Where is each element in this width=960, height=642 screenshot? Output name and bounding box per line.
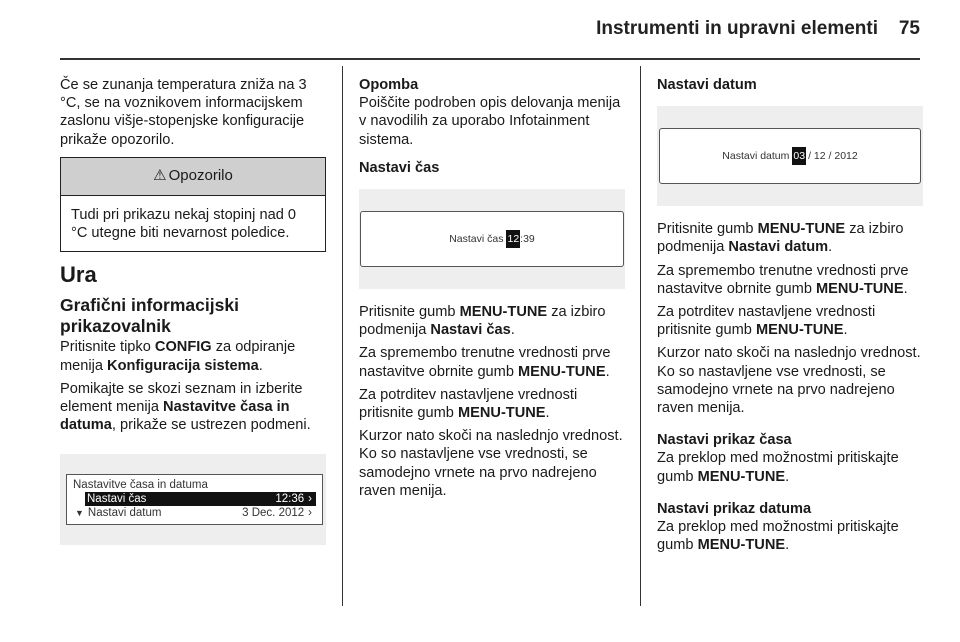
submenu-name: Nastavi datum <box>728 239 829 256</box>
config-key: CONFIG <box>154 339 212 356</box>
warning-header <box>61 158 325 196</box>
selected-value: 12 <box>506 230 520 248</box>
knob-name: MENU-TUNE <box>697 537 786 554</box>
menu-row-label: Nastavi datum <box>87 507 162 520</box>
header-rule <box>60 58 920 60</box>
knob-name: MENU-TUNE <box>757 221 846 238</box>
chevron-right-icon: › <box>308 507 312 520</box>
set-time-heading: Nastavi čas <box>359 159 440 176</box>
column-divider <box>342 66 343 606</box>
date-display-heading: Nastavi prikaz datuma <box>657 500 812 517</box>
knob-name: MENU-TUNE <box>697 468 786 485</box>
menu-screen <box>66 474 323 525</box>
cursor-paragraph: Kurzor nato skoči na naslednjo vrednost. Ko so nastavljene vse vrednosti, se samodejno vrnete na prvo nadrejeno raven menija. <box>359 428 623 499</box>
knob-name: MENU-TUNE <box>518 363 606 380</box>
page-number: 75 <box>898 18 920 39</box>
menu-row-value: 3 Dec. 2012 <box>242 507 305 520</box>
menu-tune-paragraph: Pritisnite gumb MENU-TUNE za izbiro podmenija Nastavi čas. <box>359 304 606 339</box>
date-display-paragraph: Za preklop med možnostmi pritiskajte gumb MENU-TUNE. <box>657 519 899 554</box>
menu-row-value: 12:36 <box>275 493 305 506</box>
page-header-title: Instrumenti in upravni elementi <box>596 18 878 39</box>
knob-name: MENU-TUNE <box>459 304 548 321</box>
confirm-value-paragraph: Za potrditev nastavljene vrednosti pritisnite gumb MENU-TUNE. <box>657 304 876 339</box>
warning-triangle-icon: ⚠ <box>153 167 167 185</box>
set-time-illustration <box>359 189 625 289</box>
screen-value-rest: :39 <box>520 232 535 245</box>
change-value-paragraph: Za spremembo trenutne vrednosti prve nastavitve obrnite gumb MENU-TUNE. <box>359 345 611 380</box>
menu-row-label: Nastavi čas <box>87 493 147 506</box>
menu-row-set-date <box>73 506 316 520</box>
screen-label: Nastavi datum <box>722 150 790 163</box>
knob-name: MENU-TUNE <box>755 322 844 339</box>
note-title: Opomba <box>359 77 419 93</box>
change-value-paragraph: Za spremembo trenutne vrednosti prve nastavitve obrnite gumb MENU-TUNE. <box>657 262 909 297</box>
scroll-paragraph: Pomikajte se skozi seznam in izberite element menija Nastavitve časa in datuma, prikaže se ustrezen podmeni. <box>60 380 311 434</box>
menu-item-name: Nastavitve časa in datuma <box>60 399 290 434</box>
knob-name: MENU-TUNE <box>457 405 546 422</box>
column-left <box>60 76 326 545</box>
chevron-right-icon: › <box>308 493 312 506</box>
cursor-paragraph: Kurzor nato skoči na naslednjo vrednost. Ko so nastavljene vse vrednosti, se samodejno vrnete na prvo nadrejeno raven menija. <box>657 345 921 417</box>
menu-name: Konfiguracija sistema <box>107 357 259 374</box>
section-title: Ura <box>60 262 97 288</box>
menu-screen-title: Nastavitve časa in datuma <box>73 479 208 492</box>
knob-name: MENU-TUNE <box>816 280 904 297</box>
confirm-value-paragraph: Za potrditev nastavljene vrednosti pritisnite gumb MENU-TUNE. <box>359 386 578 422</box>
config-paragraph: Pritisnite tipko CONFIG za odpiranje menija Konfiguracija sistema. <box>60 339 296 374</box>
subsection-title: Grafični informacijski prikazovalnik <box>60 295 239 337</box>
time-display-paragraph: Za preklop med možnostmi pritiskajte gumb MENU-TUNE. <box>657 450 899 485</box>
set-date-illustration <box>657 106 923 206</box>
menu-row-set-time <box>85 492 316 506</box>
set-date-screen <box>659 128 921 184</box>
selected-value: 03 <box>792 147 806 165</box>
warning-box <box>60 157 326 252</box>
warning-text: Tudi pri prikazu nekaj stopinj nad 0 °C utegne biti nevarnost poledice. <box>71 206 296 242</box>
column-middle <box>359 76 625 505</box>
note-text: Poiščite podroben opis delovanja menija v navodilih za uporabo Infotainment sistema. <box>359 95 621 148</box>
screen-label: Nastavi čas <box>449 232 504 245</box>
screen-value-rest: / 12 / 2012 <box>808 150 858 163</box>
intro-paragraph: Če se zunanja temperatura zniža na 3 °C, se na voznikovem informacijskem zaslonu višje-stopenjske konfiguracije prikaže opozorilo. <box>60 77 307 148</box>
menu-tune-paragraph: Pritisnite gumb MENU-TUNE za izbiro podmenija Nastavi datum. <box>657 221 904 256</box>
set-time-screen <box>360 211 624 267</box>
submenu-name: Nastavi čas <box>430 322 511 339</box>
menu-screen-illustration <box>60 454 326 545</box>
warning-title: Opozorilo <box>168 167 233 185</box>
column-divider <box>640 66 641 606</box>
column-right <box>657 76 923 559</box>
time-display-heading: Nastavi prikaz časa <box>657 432 792 449</box>
triangle-down-icon: ▼ <box>75 508 84 519</box>
set-date-heading: Nastavi datum <box>657 77 757 93</box>
